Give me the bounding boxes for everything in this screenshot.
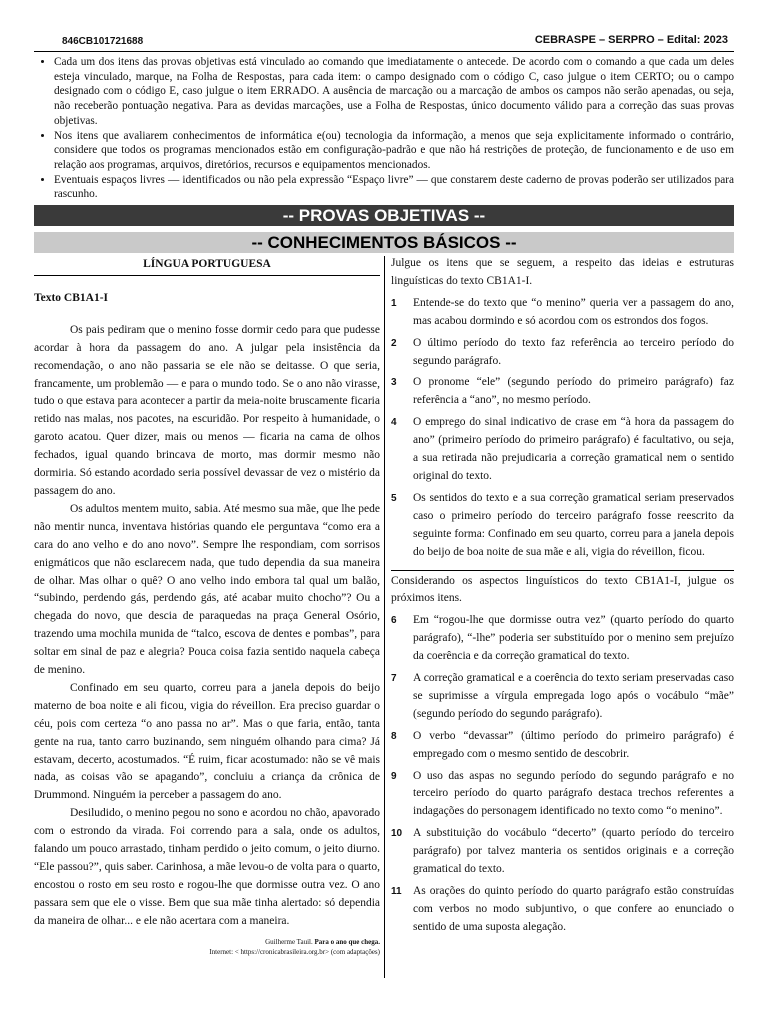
question-item[interactable] xyxy=(391,490,734,562)
question-item[interactable] xyxy=(391,670,734,724)
item-number: 11 xyxy=(391,886,402,897)
item-number: 5 xyxy=(391,492,397,504)
item-number: 7 xyxy=(391,673,397,685)
question-item[interactable] xyxy=(391,825,734,879)
instruction-3: • Eventuais espaços livres — identificados ou não pela expressão “Espaço livre” — que constarem deste caderno de provas poderão ser utilizados para rascunho. xyxy=(54,173,734,202)
item-text: As orações do quinto período do quarto parágrafo estão construídas com verbos no modo subjuntivo, o que confere ao enunciado o sentido de uma suposta alegação. xyxy=(413,885,734,933)
question-item[interactable] xyxy=(391,374,734,410)
column-divider xyxy=(384,256,385,978)
item-text: A correção gramatical e a coerência do texto seriam preservadas caso se suprimisse a vírgula empregada logo após o vocábulo “mãe” (segundo período do segundo parágrafo). xyxy=(413,672,734,720)
question-item[interactable] xyxy=(391,768,734,822)
item-number: 1 xyxy=(391,297,397,309)
right-column xyxy=(391,255,734,937)
item-text: O uso das aspas no segundo período do segundo parágrafo e no terceiro período do quarto parágrafo destaca trechos referentes a indagações do personagem identificado no texto como “o menino”. xyxy=(413,769,734,818)
item-text: O verbo “devassar” (último período do primeiro parágrafo) é empregado com o mesmo sentido de descobrir. xyxy=(413,729,734,760)
instructions xyxy=(34,55,734,202)
question-item[interactable] xyxy=(391,612,734,666)
banner-conhecimentos-basicos: -- CONHECIMENTOS BÁSICOS -- xyxy=(34,232,734,253)
item-number: 8 xyxy=(391,730,397,742)
item-text: O último período do texto faz referência ao terceiro período do segundo parágrafo. xyxy=(413,336,734,367)
source-author: Guilherme Tauil. xyxy=(265,937,313,946)
question-item[interactable] xyxy=(391,414,734,486)
paragraph-2: Os adultos mentem muito, sabia. Até mesmo sua mãe, que lhe pede não mentir nunca, inventava histórias quando ele perguntava “como era a cara do ano velho e do ano novo”. Sempre lhe respondiam, com sorrisos enigmáticos que não esclarecem nada, que tudo dependia da sua maneira de olhar. Mas olhar o quê? O ano velho indo embora tal qual um balão, “subindo, perdendo gás, perdendo gás, até acabar muito chocho”? Ou a chegada do novo, que descia de paraquedas na praça General Osório, trazendo uma mochila munida de “talco, escova de dentes e pombas”, para soltar em sinal de paz e alegria? Pouca coisa fazia sentido naquela cabeça de menino. xyxy=(34,502,380,677)
item-text: O pronome “ele” (segundo período do primeiro parágrafo) faz referência a “ano”, no mesmo período. xyxy=(413,376,734,407)
section-title: LÍNGUA PORTUGUESA xyxy=(34,256,380,276)
item-number: 6 xyxy=(391,615,397,627)
item-text: Em “rogou-lhe que dormisse outra vez” (quarto período do quarto parágrafo), “-lhe” poderia ser substituído por o menino sem prejuízo da coerência e da correção gramatical do texto. xyxy=(413,614,734,663)
item-number: 9 xyxy=(391,770,397,782)
header-rule xyxy=(34,51,734,52)
left-column xyxy=(34,256,380,974)
item-text: O emprego do sinal indicativo de crase em “à hora da passagem do ano” (primeiro período do primeiro parágrafo) é facultativo, ou seja, a sua retirada não prejudicaria a correção gramatical nem o sentido original do texto. xyxy=(413,416,734,482)
question-item[interactable] xyxy=(391,295,734,331)
item-number: 3 xyxy=(391,377,397,389)
paragraph-3: Confinado em seu quarto, correu para a janela depois do beijo materno de boa noite e ali ficou, vigia do réveillon. Era preciso guardar o céu, pois com certeza “o ano passa no ar”. Mas o que faria, então, tanta gente na rua, tanto carro buzinando, sem ninguém olhando para cima? Já estavam, decerto, acostumados. “É ruim, ficar acostumado: não se vê mais nada, as coisas vão se apagando”, concluiu a criança da crônica de Drummond. Ninguém ia perceber a passagem do ano. xyxy=(34,681,380,802)
question-group-separator xyxy=(391,570,734,609)
page-header xyxy=(62,34,728,50)
instruction-2: • Nos itens que avaliarem conhecimentos de informática e(ou) tecnologia da informação, a menos que seja explicitamente informado o contrário, considere que todos os programas mencionados estão em configuração-padrão e que não há restrições de proteção, de funcionamento e de uso em relação aos programas, arquivos, diretórios, recursos e equipamentos mencionados. xyxy=(54,129,734,173)
exam-title: CEBRASPE – SERPRO – Edital: 2023 xyxy=(534,34,728,46)
item-text: Os sentidos do texto e a sua correção gramatical seriam preservados caso o primeiro período do terceiro parágrafo fosse reescrito da seguinte forma: Confinado em seu quarto, correu para a janela depois do beijo de boa noite de sua mãe e ali, vigia do réveillon, ficou. xyxy=(413,491,734,558)
paragraph-4: Desiludido, o menino pegou no sono e acordou no chão, apavorado com o estrondo da virada. Foi correndo para a sala, onde os adultos, falando um pouco arrastado, tinham perdido o jeito comum, o jeito diurno. “Ele passou?”, quis saber. Carinhosa, a mãe levou-o de volta para o quarto, encostou o rosto em seu rosto e rogou-lhe que dormisse outra vez. O ano passara sem que ele o visse. Bem que sua mãe tinha alertado: só dependia da maneira de olhar... e ele não acertara com a maneira. xyxy=(34,807,380,927)
document-code: 846CB101721688 xyxy=(62,36,144,47)
source-citation xyxy=(34,937,380,957)
item-text: Entende-se do texto que “o menino” queria ver a passagem do ano, mas acabou dormindo e só acordou com os estrondos dos fogos. xyxy=(413,296,734,327)
question-item[interactable] xyxy=(391,883,734,937)
banner-provas-objetivas: -- PROVAS OBJETIVAS -- xyxy=(34,205,734,226)
source-url: Internet: < https://cronicabrasileira.org.br> (com adaptações) xyxy=(209,947,380,956)
text-title: Texto CB1A1-I xyxy=(34,291,109,304)
paragraph-1: Os pais pediram que o menino fosse dormir cedo para que pudesse acordar à hora da passagem do ano. A julgar pela insistência da recomendação, o ano não passaria se ele não se deitasse. O que seria, francamente, um problemão — e para o mundo todo. Se o ano não virasse, tudo o que estava para acontecer a partir da meia-noite bruscamente ficaria retido nas malas, nos pacotes, na escuridão. Por respeito à humanidade, o garoto acatou. Quer dizer, mais ou menos — ficaria na cama de olhos fechados, igual quando brincava de morto, mas dormir mesmo não dormiria. Só estando acordado seria possível devassar de vez o mistério da passagem do ano. xyxy=(34,323,380,497)
item-number: 4 xyxy=(391,417,397,429)
question-item[interactable] xyxy=(391,728,734,764)
item-text: A substituição do vocábulo “decerto” (quarto período do terceiro parágrafo) por talvez manteria os sentidos originais e a correção gramatical do texto. xyxy=(413,827,734,876)
question-intro-2: Considerando os aspectos linguísticos do texto CB1A1-I, julgue os próximos itens. xyxy=(391,574,734,605)
instruction-1: • Cada um dos itens das provas objetivas está vinculado ao comando que imediatamente o antecede. De acordo com o comando a que cada um deles esteja vinculado, marque, na Folha de Respostas, para cada item: o campo designado com o código C, caso julgue o item CERTO; ou o campo designado com o código E, caso julgue o item ERRADO. A ausência de marcação ou a marcação de ambos os campos não serão apenadas, ou seja, não receberão pontuação negativa. Para as devidas marcações, use a Folha de Respostas, único documento válido para a correção das suas provas objetivas. xyxy=(54,55,734,129)
item-number: 2 xyxy=(391,337,397,349)
item-number: 10 xyxy=(391,828,403,840)
question-item[interactable] xyxy=(391,335,734,371)
source-title: Para o ano que chega. xyxy=(314,937,380,946)
question-intro-1: Julgue os itens que se seguem, a respeito das ideias e estruturas linguísticas do texto CB1A1-I. xyxy=(391,257,734,287)
